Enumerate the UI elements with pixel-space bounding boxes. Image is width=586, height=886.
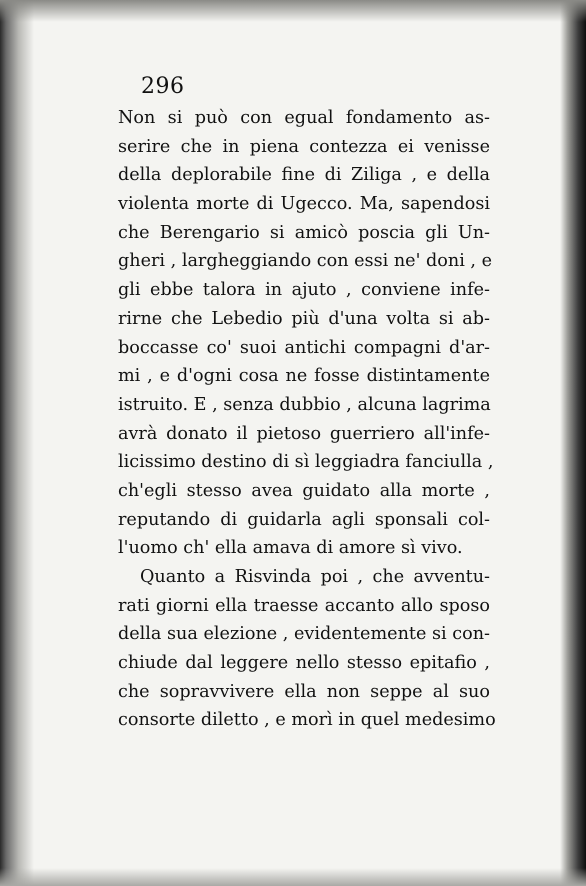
text-line: Non si può con egual fondamento as- bbox=[118, 108, 490, 128]
page-number: 296 bbox=[141, 74, 185, 99]
text-line: rirne che Lebedio più d'una volta si ab- bbox=[118, 308, 490, 329]
text-line: licissimo destino di sì leggiadra fanciulla , bbox=[118, 452, 494, 473]
text-line: avrà donato il pietoso guerriero all'infe- bbox=[118, 423, 490, 444]
text-line: Quanto a Risvinda poi , che avventu- bbox=[140, 567, 490, 587]
text-line: che sopravvivere ella non seppe al suo bbox=[118, 681, 490, 702]
text-line: della sua elezione , evidentemente si con- bbox=[118, 624, 490, 645]
body-text bbox=[118, 104, 496, 735]
text-line: l'uomo ch' ella amava di amore sì vivo. bbox=[118, 538, 463, 559]
text-line: della deplorabile fine di Ziliga , e della bbox=[118, 165, 490, 186]
page-edge-shadow bbox=[560, 0, 586, 886]
text-line: boccasse co' suoi antichi compagni d'ar- bbox=[118, 337, 490, 358]
text-line: serire che in piena contezza ei venisse bbox=[118, 136, 490, 157]
page-bottom-shadow bbox=[0, 868, 586, 886]
page-top-shadow bbox=[0, 0, 586, 22]
text-line: ch'egli stesso avea guidato alla morte , bbox=[118, 480, 490, 501]
text-line: istruito. E , senza dubbio , alcuna lagrima bbox=[118, 394, 491, 415]
text-line: chiude dal leggere nello stesso epitafio , bbox=[118, 653, 490, 674]
text-line: violenta morte di Ugecco. Ma, sapendosi bbox=[118, 194, 490, 215]
text-line: gheri , largheggiando con essi ne' doni , e bbox=[118, 251, 493, 272]
text-line: rati giorni ella traesse accanto allo sposo bbox=[118, 595, 490, 616]
text-line: mi , e d'ogni cosa ne fosse distintamente bbox=[118, 366, 490, 387]
text-line: gli ebbe talora in ajuto , conviene infe- bbox=[118, 280, 490, 301]
page-gutter-shadow bbox=[0, 0, 34, 886]
text-line: che Berengario si amicò poscia gli Un- bbox=[118, 222, 490, 243]
text-line: consorte diletto , e morì in quel medesimo bbox=[118, 710, 496, 731]
text-line: reputando di guidarla agli sponsali col- bbox=[118, 509, 490, 530]
